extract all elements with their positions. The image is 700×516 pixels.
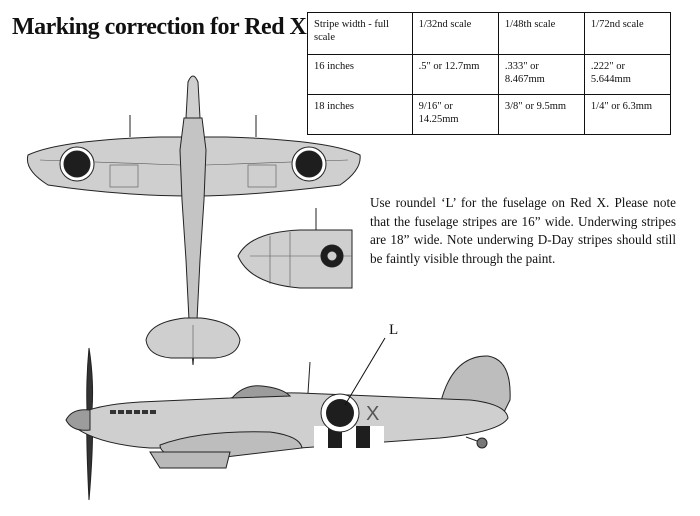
table-cell: .333" or 8.467mm xyxy=(498,55,584,95)
fuselage-roundel-L-center xyxy=(326,399,354,427)
exhaust-stack xyxy=(110,410,116,414)
nose xyxy=(186,76,200,118)
stripe-black xyxy=(356,426,370,448)
exhaust-stack xyxy=(142,410,148,414)
page-title: Marking correction for Red X xyxy=(12,14,307,40)
roundel-callout-label: L xyxy=(389,322,399,338)
table-cell: 3/8" or 9.5mm xyxy=(498,95,584,135)
exhaust-stack xyxy=(134,410,140,414)
tail-wheel xyxy=(477,438,487,448)
table-header-cell: 1/72nd scale xyxy=(584,13,670,55)
table-cell: 18 inches xyxy=(308,95,413,135)
spinner xyxy=(66,410,90,431)
underwing-roundel-right-center xyxy=(296,151,322,177)
antenna-mast xyxy=(308,362,310,393)
callout-leader-line xyxy=(345,338,385,405)
table-header-cell: Stripe width - full scale xyxy=(308,13,413,55)
table-header-cell: 1/48th scale xyxy=(498,13,584,55)
side-profile-view xyxy=(66,338,510,500)
fuselage-detail-inset xyxy=(238,208,352,288)
table-cell: 9/16" or 14.25mm xyxy=(412,95,498,135)
exhaust-stack xyxy=(118,410,124,414)
instruction-note: Use roundel ‘L’ for the fuselage on Red X. Please note that the fuselage stripes are 16” wide. Underwing stripes are 18” wide. Note underwing D-Day stripes should still be faintly visible through the paint. xyxy=(370,195,676,266)
exhaust-stack xyxy=(150,410,156,414)
exhaust-stack xyxy=(126,410,132,414)
table-header-cell: 1/32nd scale xyxy=(412,13,498,55)
inset-roundel-center xyxy=(327,251,337,261)
table-cell: .222" or 5.644mm xyxy=(584,55,670,95)
radiator xyxy=(150,452,230,468)
stripe-white xyxy=(370,426,384,448)
underside-plan-view xyxy=(27,76,360,365)
table-cell: 1/4" or 6.3mm xyxy=(584,95,670,135)
canopy xyxy=(232,386,290,398)
underwing-roundel-left-center xyxy=(64,151,90,177)
table-cell: .5" or 12.7mm xyxy=(412,55,498,95)
stripe-white xyxy=(314,426,328,448)
table-cell: 16 inches xyxy=(308,55,413,95)
fuselage-code-letter: X xyxy=(366,403,380,425)
